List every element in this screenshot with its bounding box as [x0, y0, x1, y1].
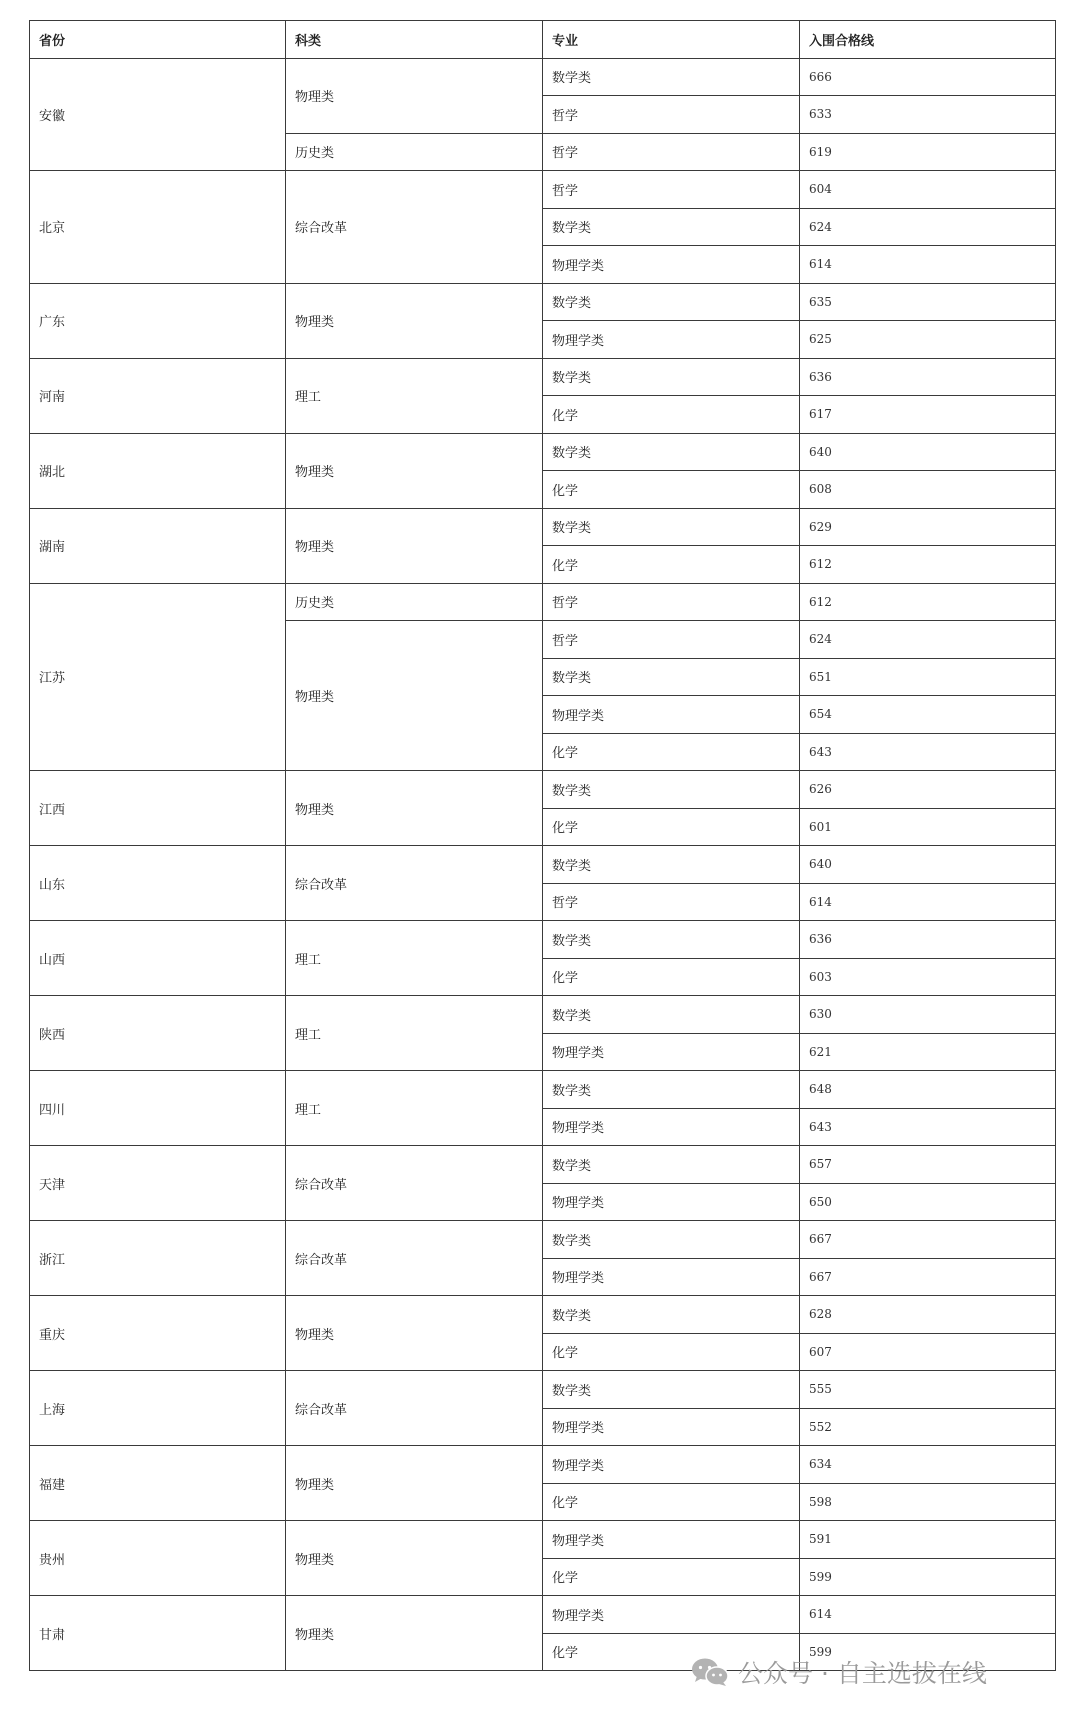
- score-cell: 648: [800, 1071, 1056, 1109]
- score-cell: 599: [800, 1558, 1056, 1596]
- header-qualifying-score: 入围合格线: [800, 21, 1056, 59]
- score-cell: 626: [800, 771, 1056, 809]
- table-row: [30, 921, 1056, 959]
- major-cell: 物理学类: [543, 1033, 800, 1071]
- category-cell: 物理类: [286, 1446, 543, 1521]
- province-cell: 陕西: [30, 996, 286, 1071]
- province-cell: 湖南: [30, 508, 286, 583]
- major-cell: 化学: [543, 1333, 800, 1371]
- major-cell: 数学类: [543, 58, 800, 96]
- category-cell: 物理类: [286, 1596, 543, 1671]
- score-cell: 555: [800, 1371, 1056, 1409]
- score-cell: 624: [800, 621, 1056, 659]
- major-cell: 化学: [543, 396, 800, 434]
- score-cell: 643: [800, 733, 1056, 771]
- province-cell: 湖北: [30, 433, 286, 508]
- province-cell: 山东: [30, 846, 286, 921]
- major-cell: 数学类: [543, 658, 800, 696]
- major-cell: 哲学: [543, 883, 800, 921]
- major-cell: 数学类: [543, 433, 800, 471]
- score-cell: 630: [800, 996, 1056, 1034]
- province-cell: 四川: [30, 1071, 286, 1146]
- major-cell: 化学: [543, 471, 800, 509]
- major-cell: 物理学类: [543, 1446, 800, 1484]
- major-cell: 化学: [543, 546, 800, 584]
- major-cell: 物理学类: [543, 1596, 800, 1634]
- score-cell: 634: [800, 1446, 1056, 1484]
- score-cell: 666: [800, 58, 1056, 96]
- province-cell: 浙江: [30, 1221, 286, 1296]
- header-category: 科类: [286, 21, 543, 59]
- score-cell: 657: [800, 1146, 1056, 1184]
- major-cell: 数学类: [543, 846, 800, 884]
- score-cell: 628: [800, 1296, 1056, 1334]
- province-cell: 贵州: [30, 1521, 286, 1596]
- score-cell: 591: [800, 1521, 1056, 1559]
- category-cell: 理工: [286, 921, 543, 996]
- major-cell: 数学类: [543, 1146, 800, 1184]
- major-cell: 物理学类: [543, 1258, 800, 1296]
- major-cell: 化学: [543, 808, 800, 846]
- province-cell: 福建: [30, 1446, 286, 1521]
- province-cell: 河南: [30, 358, 286, 433]
- major-cell: 数学类: [543, 1221, 800, 1259]
- category-cell: 理工: [286, 996, 543, 1071]
- table-row: [30, 433, 1056, 471]
- score-cell: 599: [800, 1633, 1056, 1671]
- table-row: [30, 1596, 1056, 1634]
- table-row: [30, 1371, 1056, 1409]
- category-cell: 综合改革: [286, 171, 543, 284]
- category-cell: 物理类: [286, 508, 543, 583]
- table-row: [30, 771, 1056, 809]
- category-cell: 理工: [286, 358, 543, 433]
- table-row: [30, 171, 1056, 209]
- province-cell: 甘肃: [30, 1596, 286, 1671]
- score-cell: 636: [800, 921, 1056, 959]
- score-cell: 608: [800, 471, 1056, 509]
- category-cell: 物理类: [286, 283, 543, 358]
- score-cell: 640: [800, 846, 1056, 884]
- major-cell: 数学类: [543, 358, 800, 396]
- major-cell: 物理学类: [543, 1183, 800, 1221]
- score-cell: 617: [800, 396, 1056, 434]
- category-cell: 物理类: [286, 1296, 543, 1371]
- major-cell: 化学: [543, 1483, 800, 1521]
- province-cell: 山西: [30, 921, 286, 996]
- header-row: [30, 21, 1056, 59]
- category-cell: 物理类: [286, 1521, 543, 1596]
- table-row: [30, 1446, 1056, 1484]
- score-cell: 624: [800, 208, 1056, 246]
- major-cell: 数学类: [543, 921, 800, 959]
- score-cell: 612: [800, 546, 1056, 584]
- score-cell: 654: [800, 696, 1056, 734]
- wechat-icon: [690, 1657, 730, 1687]
- header-province: 省份: [30, 21, 286, 59]
- admission-score-table: [29, 20, 1056, 1671]
- table-row: [30, 1071, 1056, 1109]
- major-cell: 哲学: [543, 583, 800, 621]
- province-cell: 广东: [30, 283, 286, 358]
- table-row: [30, 996, 1056, 1034]
- major-cell: 哲学: [543, 96, 800, 134]
- major-cell: 物理学类: [543, 1108, 800, 1146]
- category-cell: 历史类: [286, 133, 543, 171]
- score-cell: 635: [800, 283, 1056, 321]
- score-cell: 625: [800, 321, 1056, 359]
- major-cell: 化学: [543, 1558, 800, 1596]
- major-cell: 数学类: [543, 283, 800, 321]
- table-row: [30, 358, 1056, 396]
- major-cell: 数学类: [543, 1371, 800, 1409]
- major-cell: 化学: [543, 958, 800, 996]
- score-cell: 552: [800, 1408, 1056, 1446]
- score-cell: 607: [800, 1333, 1056, 1371]
- category-cell: 物理类: [286, 621, 543, 771]
- score-cell: 667: [800, 1221, 1056, 1259]
- table-row: [30, 1296, 1056, 1334]
- category-cell: 物理类: [286, 433, 543, 508]
- category-cell: 综合改革: [286, 1221, 543, 1296]
- score-cell: 629: [800, 508, 1056, 546]
- table-row: [30, 508, 1056, 546]
- category-cell: 理工: [286, 1071, 543, 1146]
- major-cell: 化学: [543, 1633, 800, 1671]
- province-cell: 天津: [30, 1146, 286, 1221]
- score-cell: 603: [800, 958, 1056, 996]
- score-cell: 598: [800, 1483, 1056, 1521]
- score-cell: 601: [800, 808, 1056, 846]
- score-cell: 614: [800, 246, 1056, 284]
- province-cell: 北京: [30, 171, 286, 284]
- category-cell: 综合改革: [286, 846, 543, 921]
- score-cell: 636: [800, 358, 1056, 396]
- score-cell: 667: [800, 1258, 1056, 1296]
- score-cell: 619: [800, 133, 1056, 171]
- watermark: [690, 1654, 987, 1690]
- major-cell: 物理学类: [543, 1408, 800, 1446]
- table-row: [30, 283, 1056, 321]
- major-cell: 数学类: [543, 996, 800, 1034]
- category-cell: 历史类: [286, 583, 543, 621]
- major-cell: 化学: [543, 733, 800, 771]
- score-cell: 650: [800, 1183, 1056, 1221]
- score-cell: 643: [800, 1108, 1056, 1146]
- table-body: [30, 58, 1056, 1671]
- major-cell: 数学类: [543, 508, 800, 546]
- table-row: [30, 1146, 1056, 1184]
- score-cell: 633: [800, 96, 1056, 134]
- watermark-text: 公众号 · 自主选拔在线: [738, 1659, 987, 1688]
- score-cell: 614: [800, 883, 1056, 921]
- major-cell: 数学类: [543, 208, 800, 246]
- major-cell: 哲学: [543, 171, 800, 209]
- table-row: [30, 583, 1056, 621]
- province-cell: 江西: [30, 771, 286, 846]
- table-row: [30, 846, 1056, 884]
- table-row: [30, 1521, 1056, 1559]
- category-cell: 综合改革: [286, 1371, 543, 1446]
- table-row: [30, 1221, 1056, 1259]
- score-cell: 651: [800, 658, 1056, 696]
- province-cell: 上海: [30, 1371, 286, 1446]
- province-cell: 重庆: [30, 1296, 286, 1371]
- score-cell: 612: [800, 583, 1056, 621]
- header-major: 专业: [543, 21, 800, 59]
- table-row: [30, 58, 1056, 96]
- major-cell: 数学类: [543, 1071, 800, 1109]
- score-cell: 621: [800, 1033, 1056, 1071]
- major-cell: 物理学类: [543, 321, 800, 359]
- category-cell: 物理类: [286, 771, 543, 846]
- score-cell: 614: [800, 1596, 1056, 1634]
- category-cell: 综合改革: [286, 1146, 543, 1221]
- province-cell: 江苏: [30, 583, 286, 771]
- category-cell: 物理类: [286, 58, 543, 133]
- major-cell: 数学类: [543, 771, 800, 809]
- major-cell: 物理学类: [543, 1521, 800, 1559]
- major-cell: 哲学: [543, 133, 800, 171]
- major-cell: 数学类: [543, 1296, 800, 1334]
- score-cell: 640: [800, 433, 1056, 471]
- province-cell: 安徽: [30, 58, 286, 171]
- score-cell: 604: [800, 171, 1056, 209]
- major-cell: 哲学: [543, 621, 800, 659]
- major-cell: 物理学类: [543, 246, 800, 284]
- major-cell: 物理学类: [543, 696, 800, 734]
